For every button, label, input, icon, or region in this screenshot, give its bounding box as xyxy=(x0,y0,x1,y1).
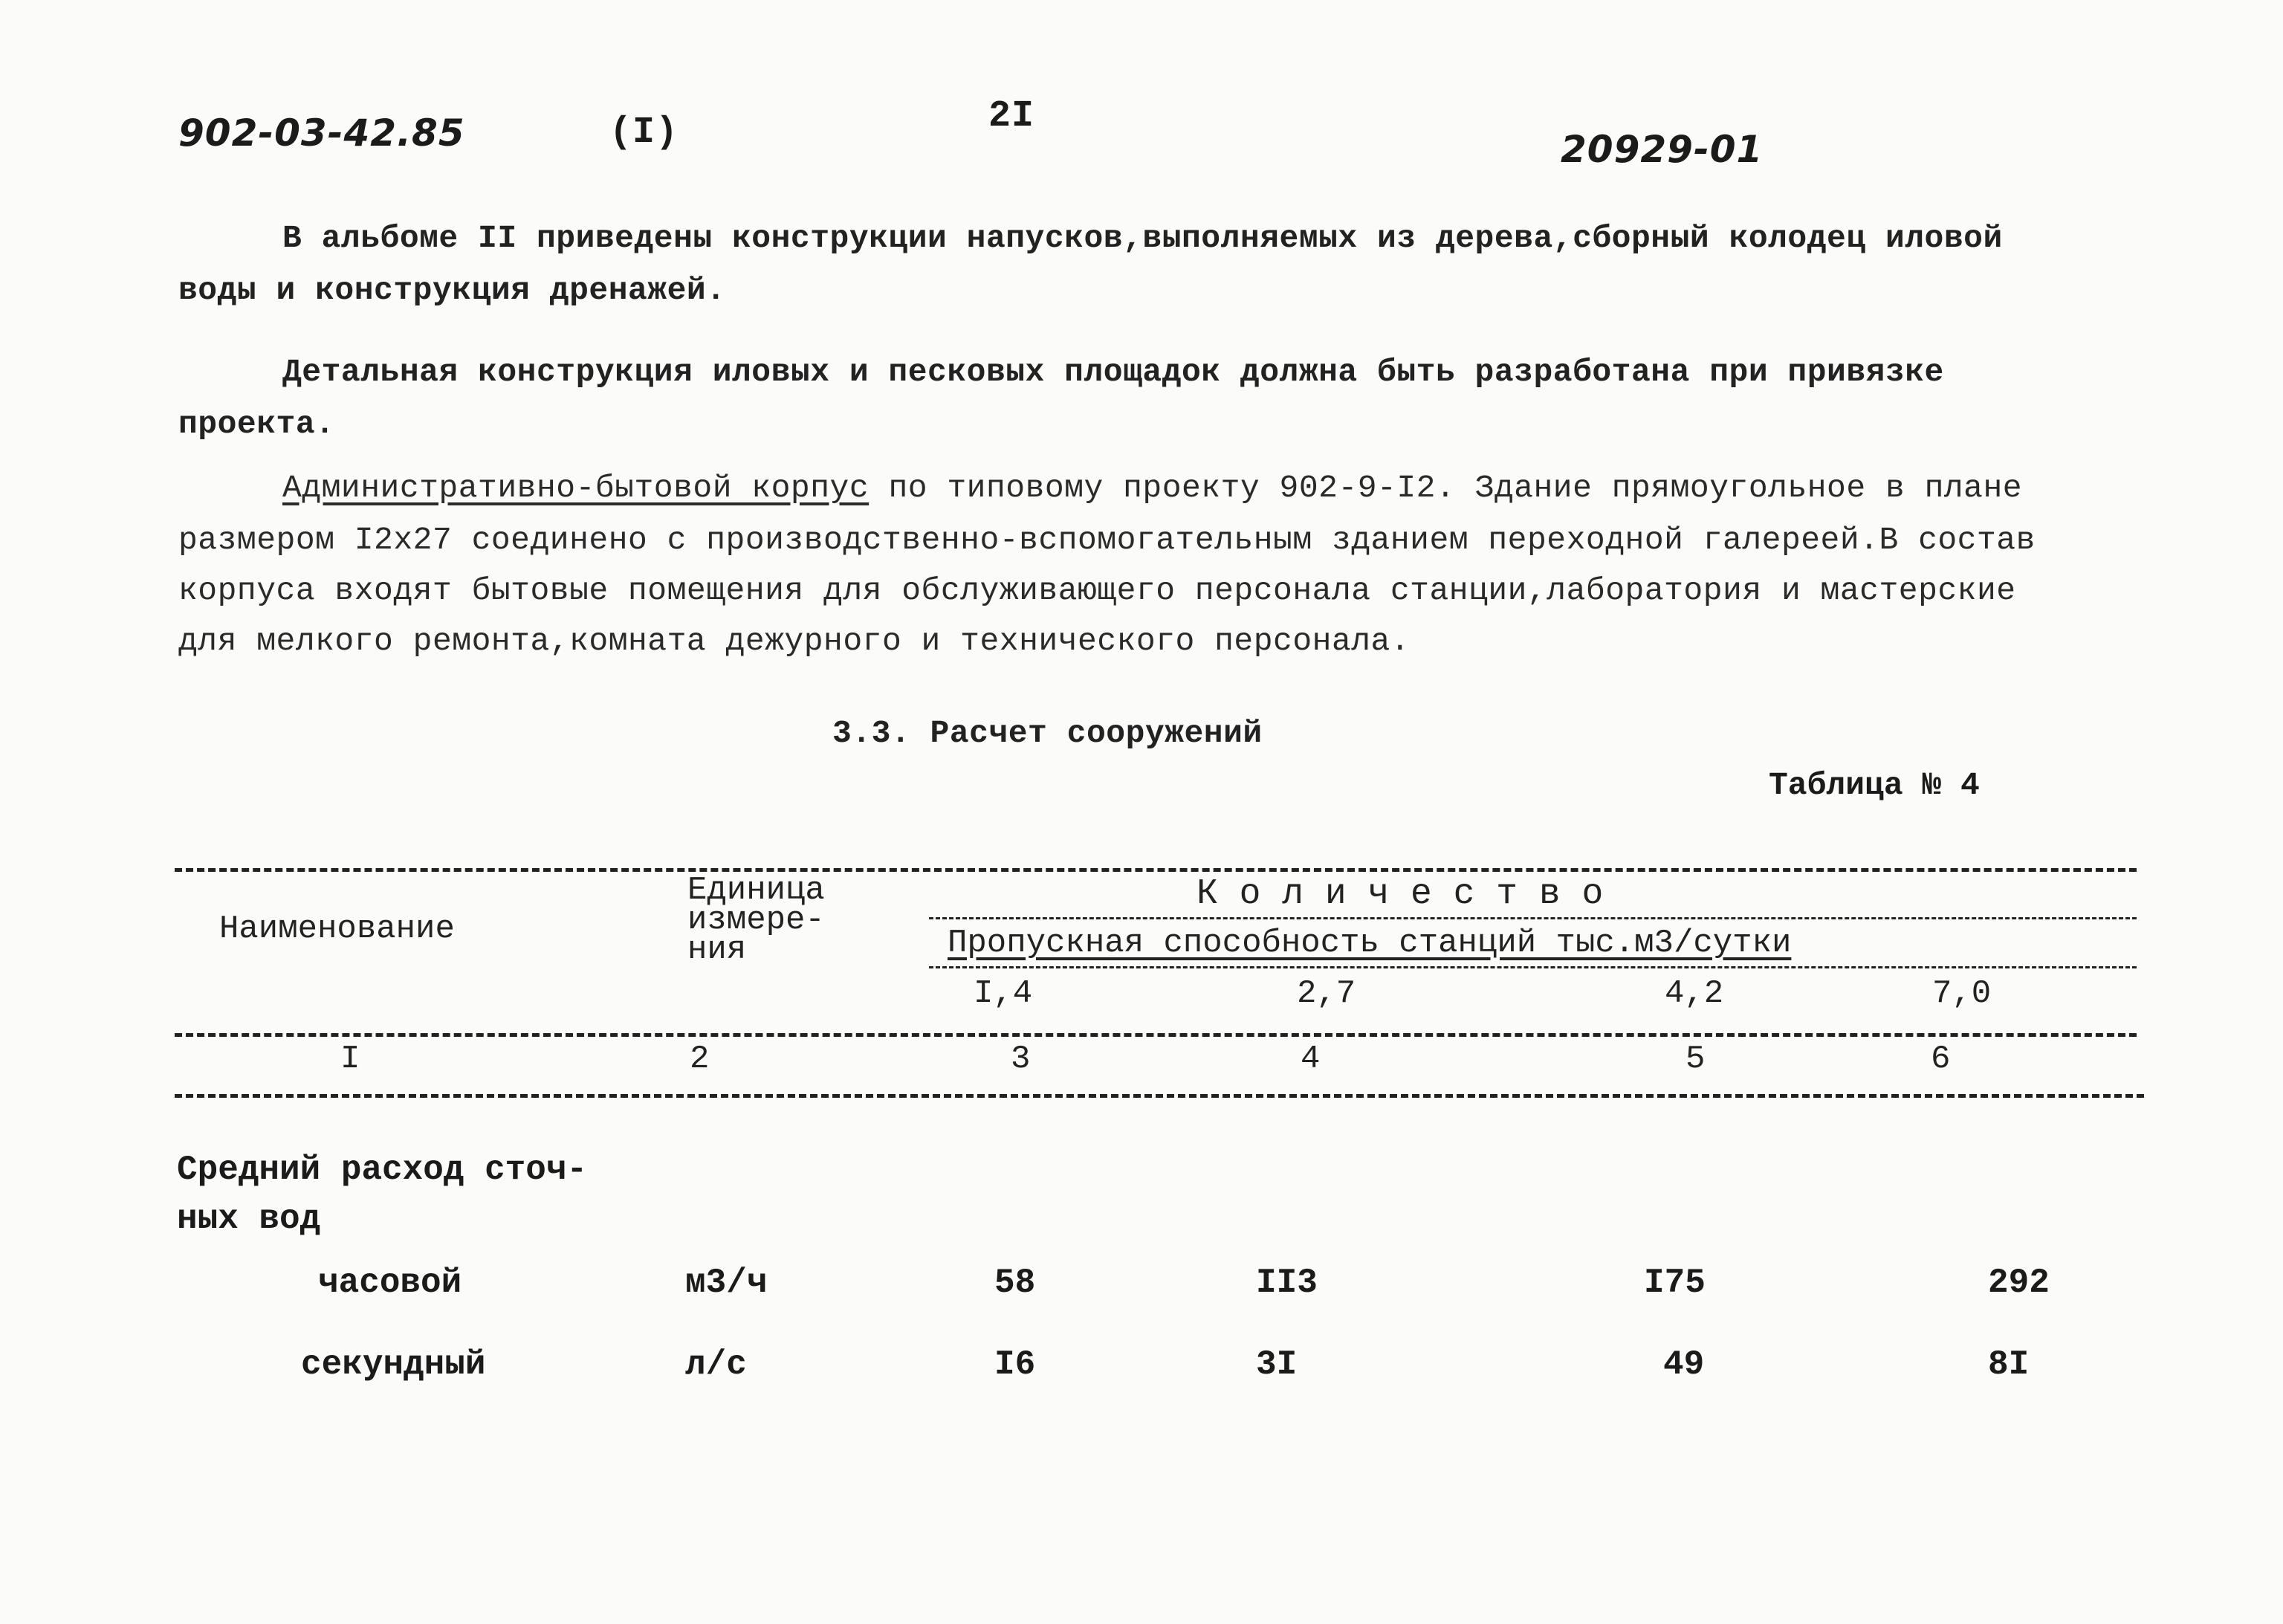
capacity-1-4: I,4 xyxy=(974,975,1033,1012)
paragraph-1-line-1: В альбоме II приведены конструкции напусков,выполняемых из дерева,сборный колодец иловой xyxy=(282,220,2003,256)
table-label: Таблица № 4 xyxy=(1769,767,1980,803)
col-quantity-header: К о л и ч е с т в о xyxy=(1196,874,1604,914)
table-row-second-unit: л/с xyxy=(685,1345,747,1384)
col-capacity-header: Пропускная способность станций тыс.м3/сутки xyxy=(948,925,1792,962)
header-bottom-rule xyxy=(175,1033,2137,1037)
table-row-hourly-value-1: 58 xyxy=(994,1264,1036,1302)
paragraph-3-line-1-rest: по типовому проекту 902-9-I2. Здание прямоугольное в плане xyxy=(869,470,2023,506)
col-name-header: Наименование xyxy=(219,910,455,948)
table-row-second-value-3: 49 xyxy=(1663,1345,1705,1384)
table-row-hourly-unit: м3/ч xyxy=(685,1264,768,1302)
building-name: Административно-бытовой корпус xyxy=(282,470,870,506)
paragraph-1-line-2: воды и конструкция дренажей. xyxy=(178,272,726,308)
quantity-rule xyxy=(929,917,2137,919)
capacity-2-7: 2,7 xyxy=(1297,975,1356,1012)
section-heading: 3.3. Расчет сооружений xyxy=(832,715,1263,751)
paragraph-3-line-2: размером I2x27 соединено с производственно-вспомогательным зданием переходной галереей.В состав xyxy=(178,522,2036,558)
capacity-4-2: 4,2 xyxy=(1665,975,1724,1012)
table-row-hourly-value-2: II3 xyxy=(1256,1264,1318,1302)
volume-number: (I) xyxy=(609,111,679,154)
group-label-line-2: ных вод xyxy=(177,1200,321,1238)
col-number-1: I xyxy=(340,1041,360,1078)
table-row-hourly-value-3: I75 xyxy=(1644,1264,1706,1302)
paragraph-3-line-4: для мелкого ремонта,комната дежурного и технического персонала. xyxy=(178,623,1411,659)
table-row-hourly-value-4: 292 xyxy=(1988,1264,2050,1302)
capacity-rule xyxy=(929,966,2137,968)
table-row-second-value-2: 3I xyxy=(1256,1345,1298,1384)
doc-code: 902-03-42.85 xyxy=(178,111,465,155)
page-number: 2I xyxy=(988,95,1035,138)
col-number-6: 6 xyxy=(1931,1041,1951,1078)
paragraph-3-line-1 xyxy=(282,470,2022,506)
table-top-rule xyxy=(175,868,2137,872)
table-row-second-value-1: I6 xyxy=(994,1345,1036,1384)
capacity-7-0: 7,0 xyxy=(1932,975,1992,1012)
col-unit-header: Единица измере- ния xyxy=(687,872,825,968)
paragraph-2-line-1: Детальная конструкция иловых и песковых площадок должна быть разработана при привязке xyxy=(282,354,1944,390)
archive-number: 20929-01 xyxy=(1561,128,1764,171)
col-number-3: 3 xyxy=(1011,1041,1031,1078)
table-row-hourly-name: часовой xyxy=(318,1264,462,1302)
group-label-line-1: Средний расход сточ- xyxy=(177,1151,588,1189)
col-number-2: 2 xyxy=(690,1041,710,1078)
table-row-second-name: секундный xyxy=(301,1345,486,1384)
table-row-second-value-4: 8I xyxy=(1988,1345,2030,1384)
col-number-4: 4 xyxy=(1301,1041,1321,1078)
paragraph-3-line-3: корпуса входят бытовые помещения для обслуживающего персонала станции,лаборатория и мастерские xyxy=(178,572,2016,609)
col-number-5: 5 xyxy=(1685,1041,1706,1078)
paragraph-2-line-2: проекта. xyxy=(178,406,335,442)
numbering-bottom-rule xyxy=(175,1094,2144,1098)
